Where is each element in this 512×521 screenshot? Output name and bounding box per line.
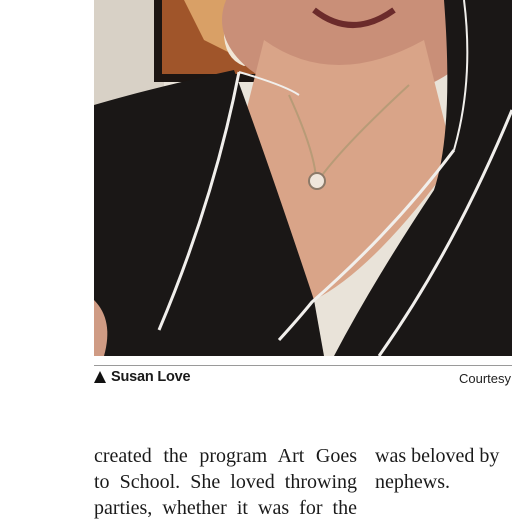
column2-line: was beloved by — [375, 445, 500, 467]
caption-divider — [94, 365, 512, 366]
photo-caption — [94, 369, 512, 389]
article-column-2 — [375, 443, 512, 495]
caption-name: Susan Love — [111, 369, 191, 385]
column1-line: parties, whether it was for the — [94, 497, 357, 519]
column2-line: nephews. — [375, 471, 450, 493]
article-photo — [94, 0, 512, 356]
photo-credit: Courtesy — [458, 371, 511, 386]
portrait-illustration — [94, 0, 512, 356]
column1-line: to School. She loved throwing — [94, 471, 357, 493]
caption-name-group — [94, 369, 190, 385]
column1-line: created the program Art Goes — [94, 445, 357, 467]
triangle-up-icon — [94, 371, 106, 383]
article-column-1 — [94, 443, 357, 521]
